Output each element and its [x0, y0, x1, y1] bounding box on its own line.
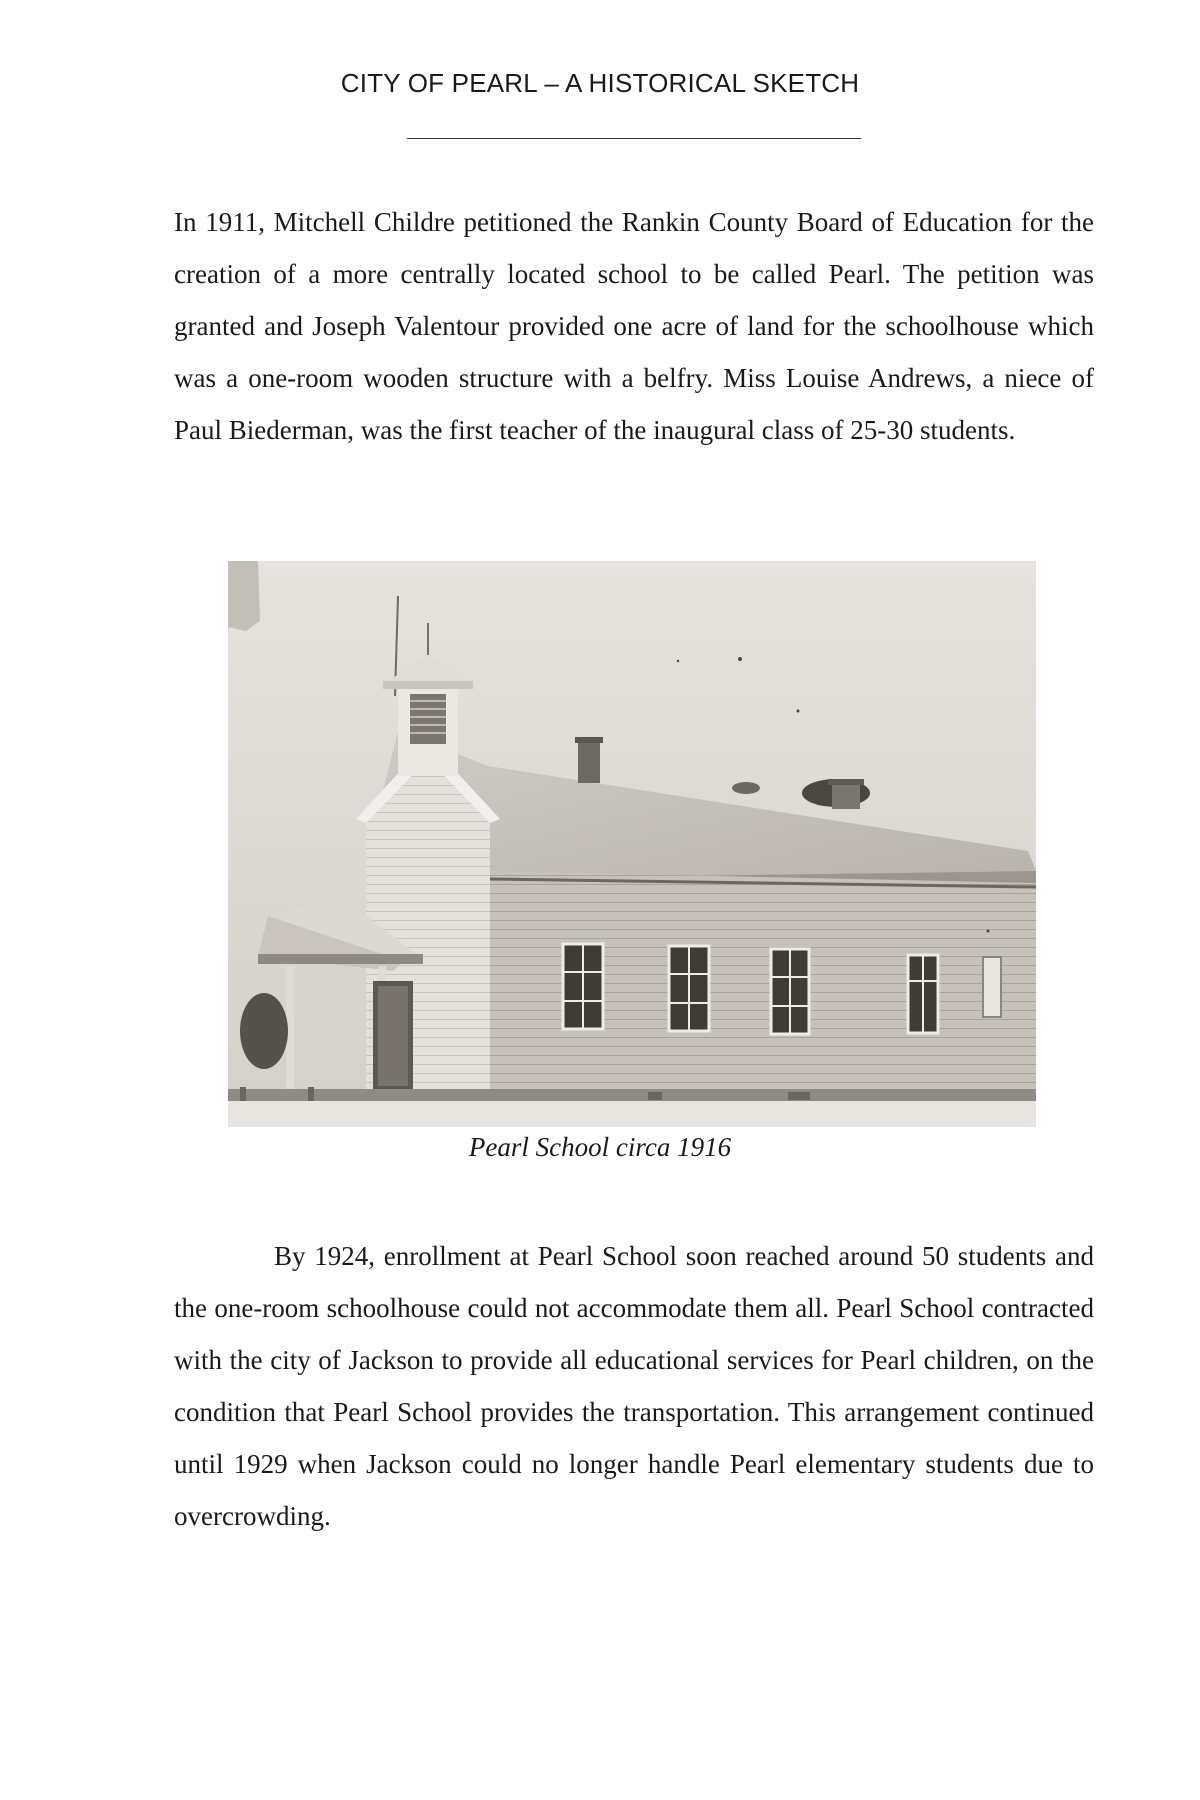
- paragraph-1: In 1911, Mitchell Childre petitioned the Rankin County Board of Education for the creation of a more centrally located school to be called Pearl. The petition was granted and Joseph Valentour provided one acre of land for the schoolhouse which was a one-room wooden structure with a belfry. Miss Louise Andrews, a niece of Paul Biederman, was the first teacher of the inaugural class of 25-30 students.: [174, 207, 1094, 445]
- paragraph-2: By 1924, enrollment at Pearl School soon reached around 50 students and the one-room schoolhouse could not accommodate them all. Pearl School contracted with the city of Jackson to provide all educational services for Pearl children, on the condition that Pearl School provides the transportation. This arrangement continued until 1929 when Jackson could no longer handle Pearl elementary students due to overcrowding.: [174, 1241, 1094, 1531]
- photo-caption: Pearl School circa 1916: [468, 1132, 732, 1162]
- header-divider: [407, 138, 861, 139]
- schoolhouse-photo: [228, 561, 1036, 1127]
- page-header-title: CITY OF PEARL – A HISTORICAL SKETCH: [340, 68, 860, 98]
